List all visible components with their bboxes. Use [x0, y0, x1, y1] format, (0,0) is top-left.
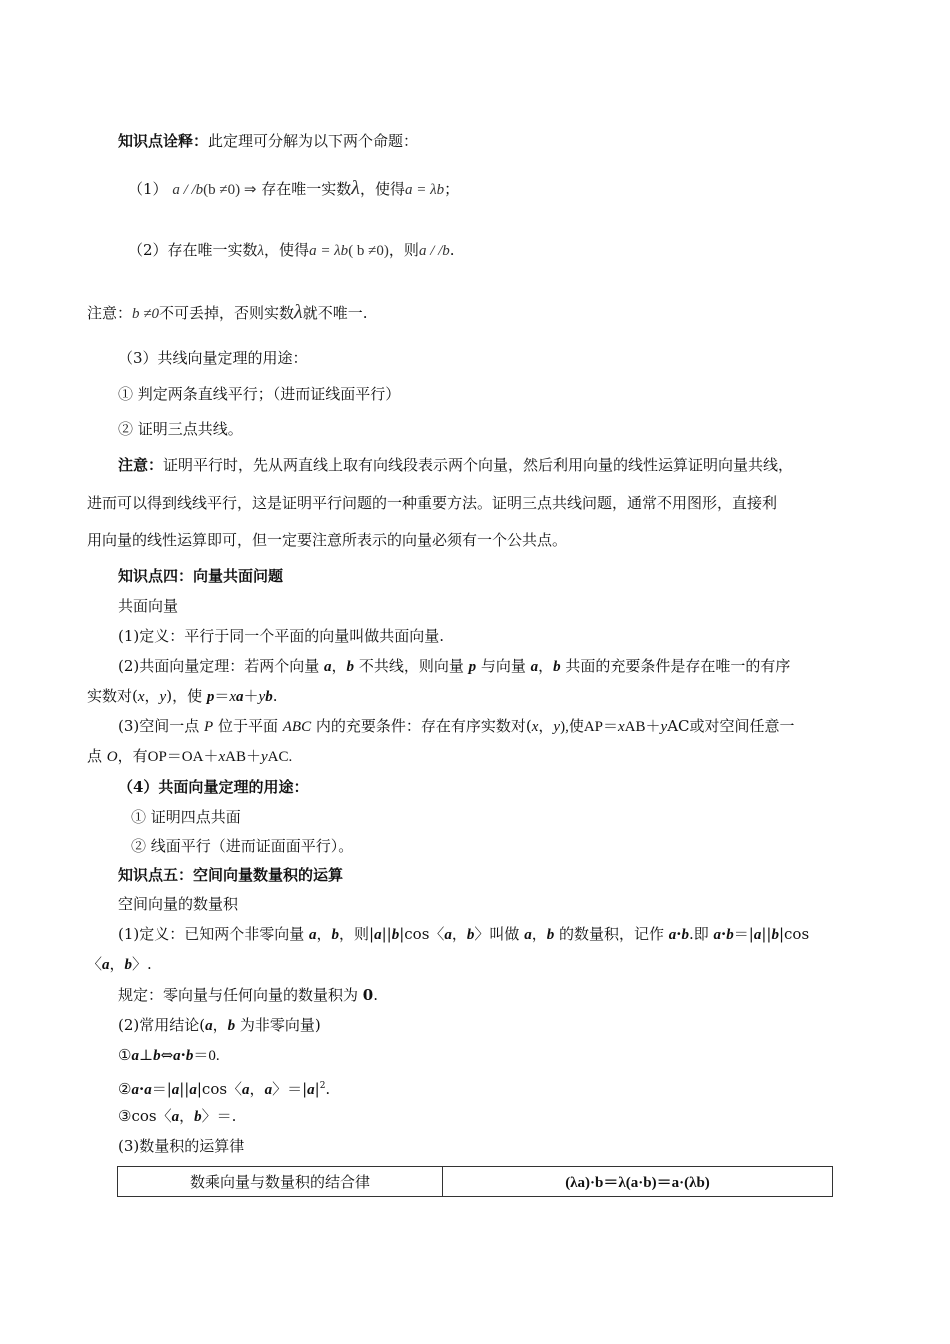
section-5-title: 知识点五：空间向量数量积的运算	[118, 866, 344, 884]
text: 不共线，则向量	[354, 657, 469, 675]
var-y: y	[159, 689, 167, 705]
text: 〈	[87, 955, 103, 973]
coplanar-point-line-2	[87, 746, 292, 767]
vector-a: a	[102, 957, 110, 973]
text: AC.	[267, 749, 293, 765]
text: ③cos〈	[118, 1107, 172, 1125]
prop-2-text-2: ，使得	[264, 241, 310, 259]
vector-a: a	[374, 927, 382, 943]
text: ＝0.	[193, 1048, 220, 1064]
text: (2)常用结论(	[118, 1016, 206, 1034]
vector-a: a	[236, 689, 244, 705]
text: .	[373, 986, 378, 1004]
var-y: y	[553, 719, 561, 735]
coplanar-uses-title: （4）共面向量定理的用途：	[118, 778, 309, 796]
vector-b: b	[391, 927, 400, 943]
vector-a: a	[530, 659, 539, 675]
point-p: P	[204, 719, 214, 735]
text: ，	[179, 1107, 195, 1125]
dot: ·	[180, 1046, 186, 1064]
text: ⊥	[138, 1046, 154, 1064]
text: .	[325, 1080, 331, 1098]
superscript-2: 2	[319, 1081, 326, 1091]
var-x: x	[137, 689, 145, 705]
note-1-end: 就不唯一.	[302, 304, 368, 322]
vector-b: b	[466, 927, 475, 943]
text: ，	[109, 955, 125, 973]
prop-2-text: （2）存在唯一实数	[128, 241, 258, 259]
text: AC或对空间任意一	[667, 717, 795, 735]
text: AB＋	[624, 719, 661, 735]
plane-abc: ABC	[282, 719, 312, 735]
vector-p: p	[206, 689, 215, 705]
collinear-use-1: ① 判定两条直线平行；（进而证线面平行）	[118, 385, 401, 403]
lambda-symbol: λ	[257, 243, 265, 259]
point-o: O	[106, 749, 118, 765]
vector-b: b	[185, 1048, 194, 1064]
proposition-2	[128, 240, 455, 261]
vector-a: a	[307, 1082, 315, 1098]
note-2-line-1	[118, 455, 793, 475]
vector-b: b	[227, 1018, 236, 1034]
text: ，	[531, 925, 547, 943]
text: ①	[118, 1046, 132, 1064]
explanation-title: 知识点诠释：	[118, 132, 209, 150]
section-5-subtitle: 空间向量的数量积	[118, 895, 239, 913]
prop-1-formula-condition: (b ≠0) ⇒	[203, 182, 257, 198]
text: AB＋	[225, 749, 261, 765]
vector-b: b	[726, 927, 734, 943]
coplanar-theorem-line-1	[118, 656, 790, 677]
vector-a: a	[264, 1082, 273, 1098]
note-1-label: 注意：	[87, 304, 133, 322]
vector-b: b	[331, 927, 340, 943]
coplanar-point-line-1	[118, 716, 795, 737]
text: ||	[381, 925, 392, 943]
vector-a: a	[444, 927, 452, 943]
vector-a: a	[753, 927, 762, 943]
text: |	[314, 1080, 320, 1098]
vector-b: b	[153, 1048, 161, 1064]
coplanar-use-1: ① 证明四点共面	[131, 808, 241, 826]
var-y: y	[258, 689, 266, 705]
table-row	[118, 1167, 833, 1197]
vector-a: a	[189, 1082, 197, 1098]
vector-a: a	[309, 927, 317, 943]
vector-p: p	[468, 659, 477, 675]
table-cell-law-name: 数乘向量与数量积的结合律	[118, 1167, 443, 1197]
text: 与向量	[476, 657, 531, 675]
text: .即	[689, 925, 714, 943]
vector-b: b	[681, 927, 689, 943]
text: ⇔	[160, 1046, 174, 1064]
collinear-uses-title: （3）共线向量定理的用途：	[118, 349, 308, 367]
text: ，	[538, 717, 554, 735]
text: (2)共面向量定理：若两个向量	[118, 657, 325, 675]
prop-1-text: 存在唯一实数	[261, 180, 352, 198]
collinear-use-2: ② 证明三点共线。	[118, 420, 243, 438]
lambda-symbol: λ	[351, 177, 360, 199]
text: 〉＝.	[201, 1107, 237, 1125]
dot: ·	[138, 1080, 145, 1098]
prop-1-formula-result: a = λb	[404, 182, 445, 198]
text: 〉叫做	[474, 925, 525, 943]
text: ，	[249, 1080, 265, 1098]
proposition-1	[128, 178, 459, 200]
var-x: x	[218, 749, 226, 765]
section-4-subtitle: 共面向量	[118, 597, 179, 615]
prop-1-text-2: ，使得	[359, 180, 405, 198]
text: 的数量积，记作	[554, 925, 669, 943]
dot: ·	[676, 925, 682, 943]
vector-b: b	[771, 927, 779, 943]
note-2-line-3: 用向量的线性运算即可，但一定要注意所表示的向量必须有一个公共点。	[87, 531, 568, 549]
table-cell-law-formula: (λa)·b＝λ(a·b)＝a·(λb)	[443, 1167, 833, 1197]
text: ，有OP＝OA＋	[117, 749, 219, 765]
text: 位于平面	[213, 717, 283, 735]
common-conclusions-title	[118, 1015, 321, 1036]
text: 实数对(	[87, 687, 138, 705]
text: ，	[331, 657, 347, 675]
prop-1-end: ；	[444, 180, 460, 198]
note-2-text-1: 证明平行时，先从两直线上取有向线段表示两个向量，然后利用向量的线性运算证明向量共线，	[163, 456, 794, 474]
text: ，	[144, 687, 160, 705]
text: (3)空间一点	[118, 717, 205, 735]
text: 为非零向量)	[235, 1016, 321, 1034]
lambda-symbol: λ	[294, 301, 303, 323]
text: ，	[212, 1016, 228, 1034]
var-x: x	[618, 719, 625, 735]
conclusion-3	[118, 1106, 236, 1127]
text: ),使AP＝	[560, 719, 618, 735]
text: 内的充要条件：存在有序实数对(	[311, 717, 532, 735]
text: ，	[451, 925, 467, 943]
prop-2-formula-parallel: a / /b	[418, 243, 450, 259]
prop-2-formula: a = λb	[309, 243, 349, 259]
prop-1-formula-parallel: a / /b	[172, 182, 204, 198]
vector-b: b	[346, 659, 355, 675]
operation-laws-table	[117, 1166, 833, 1197]
explanation-text: 此定理可分解为以下两个命题：	[208, 132, 419, 150]
coplanar-definition: (1)定义：平行于同一个平面的向量叫做共面向量.	[118, 627, 445, 645]
vector-a: a	[171, 1109, 180, 1125]
text: |cos〈	[399, 925, 445, 943]
vector-a: a	[173, 1048, 181, 1064]
coplanar-use-2: ② 线面平行（进而证面面平行）。	[131, 837, 354, 855]
prop-2-text-3: ，则	[388, 241, 419, 259]
vector-b: b	[265, 689, 273, 705]
prop-2-formula-condition: ( b ≠0)	[348, 243, 389, 259]
var-y: y	[660, 719, 668, 735]
text: ＋	[243, 687, 259, 705]
text: .	[272, 687, 278, 705]
text: |cos〈	[196, 1080, 243, 1098]
text: 点	[87, 747, 107, 765]
vector-b: b	[124, 957, 133, 973]
conclusion-1	[118, 1045, 220, 1066]
text: ，则|	[339, 925, 375, 943]
text: ，	[316, 925, 332, 943]
vector-a: a	[144, 1082, 152, 1098]
text: ＝|	[733, 925, 754, 943]
text: 〉.	[132, 955, 152, 973]
note-2-line-2: 进而可以得到线线平行，这是证明平行问题的一种重要方法。证明三点共线问题，通常不用图形，直接利	[87, 494, 778, 512]
note-2-label: 注意：	[118, 456, 164, 474]
text: ，	[538, 657, 554, 675]
zero-vector-rule	[118, 985, 378, 1005]
zero-vector: 0	[362, 986, 374, 1004]
prop-1-number: （1）	[128, 180, 168, 198]
dot-product-definition-line-2	[87, 954, 152, 975]
text: )，使	[166, 687, 207, 705]
operation-laws-title: (3)数量积的运算律	[118, 1137, 245, 1155]
var-y: y	[260, 749, 268, 765]
coplanar-theorem-line-2	[87, 686, 278, 707]
var-x: x	[531, 719, 539, 735]
text: 规定：零向量与任何向量的数量积为	[118, 986, 363, 1004]
vector-a: a	[324, 659, 332, 675]
vector-a: a	[668, 927, 677, 943]
vector-a: a	[131, 1048, 139, 1064]
vector-b: b	[546, 927, 555, 943]
note-1-text: 不可丢掉，否则实数	[159, 304, 295, 322]
vector-a: a	[524, 927, 532, 943]
vector-a: a	[242, 1082, 250, 1098]
vector-b: b	[553, 659, 561, 675]
text: ＝|	[151, 1080, 172, 1098]
vector-a: a	[171, 1082, 180, 1098]
prop-2-end: .	[449, 241, 455, 259]
vector-a: a	[205, 1018, 213, 1034]
section-4-title: 知识点四：向量共面问题	[118, 567, 284, 585]
text: |cos	[778, 925, 810, 943]
text: ②	[118, 1080, 132, 1098]
note-1	[87, 302, 367, 324]
text: ||	[761, 925, 772, 943]
explanation-line	[118, 131, 418, 151]
dot: ·	[721, 925, 727, 943]
vector-a: a	[131, 1082, 139, 1098]
text: 共面的充要条件是存在唯一的有序	[560, 657, 791, 675]
text: ＝	[214, 687, 230, 705]
dot-product-definition-line-1	[118, 924, 809, 945]
var-x: x	[229, 689, 237, 705]
vector-a: a	[713, 927, 722, 943]
text: (1)定义：已知两个非零向量	[118, 925, 310, 943]
vector-b: b	[194, 1109, 202, 1125]
note-1-formula: b ≠0	[132, 306, 159, 322]
conclusion-2	[118, 1076, 330, 1100]
text: 〉＝|	[272, 1080, 308, 1098]
text: ||	[179, 1080, 190, 1098]
